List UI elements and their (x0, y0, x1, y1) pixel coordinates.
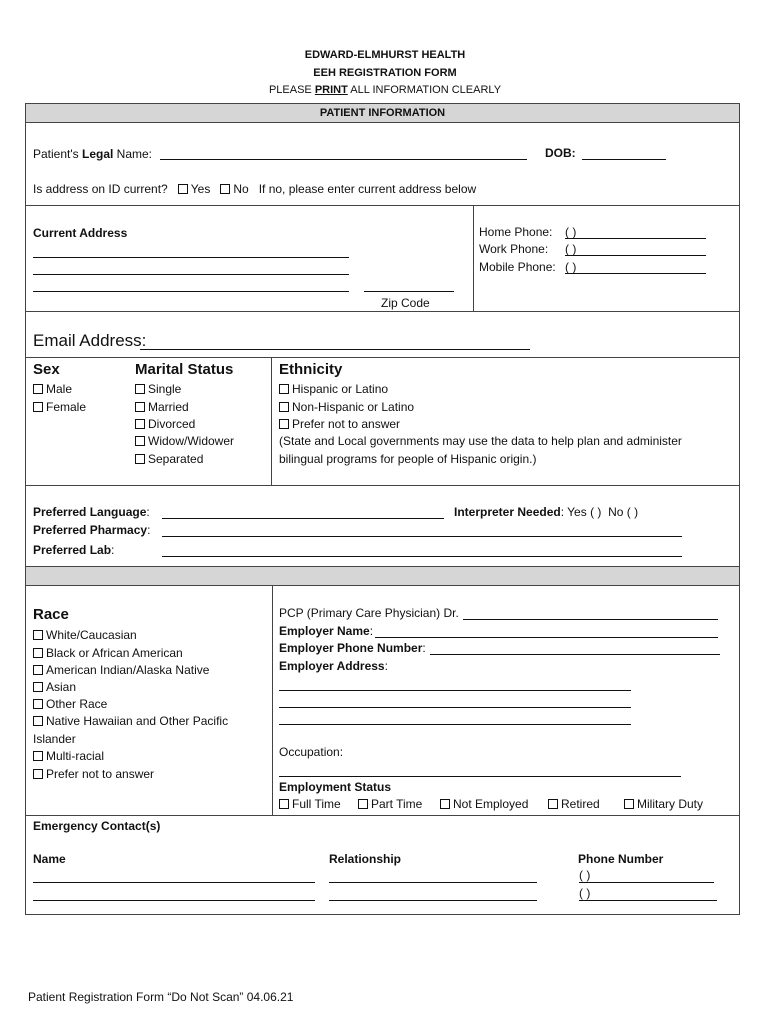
checkbox[interactable] (33, 402, 43, 412)
checkbox[interactable] (33, 630, 43, 640)
form-org-title: EDWARD-ELMHURST HEALTH (304, 49, 466, 61)
pcp-label: PCP (Primary Care Physician) Dr. (279, 606, 459, 620)
patient-info-bar (25, 103, 740, 123)
address-line-3[interactable] (33, 291, 349, 292)
emergency-name-line-2[interactable] (33, 900, 315, 901)
race-option[interactable]: American Indian/Alaska Native (33, 663, 209, 678)
checkbox[interactable] (135, 454, 145, 464)
emergency-phone-area-2[interactable]: ( ) (579, 886, 591, 900)
emergency-phone-line-1[interactable] (579, 882, 714, 883)
checkbox[interactable] (440, 799, 450, 809)
race-option[interactable]: Black or African American (33, 646, 183, 661)
divider (25, 357, 740, 358)
checkbox[interactable] (135, 384, 145, 394)
employer-name-line[interactable] (375, 637, 718, 638)
race-option[interactable]: Native Hawaiian and Other Pacific (33, 714, 228, 729)
marital-option[interactable]: Widow/Widower (135, 434, 234, 449)
checkbox[interactable] (279, 384, 289, 394)
checkbox[interactable] (33, 648, 43, 658)
checkbox[interactable] (548, 799, 558, 809)
ethnicity-note: bilingual programs for people of Hispanic origin.) (279, 452, 537, 466)
address-current-question: Is address on ID current? Yes No If no, please enter current address below (33, 182, 477, 196)
race-option[interactable]: Other Race (33, 697, 107, 712)
dob-line[interactable] (582, 159, 666, 160)
current-address-label: Current Address (33, 226, 128, 240)
sex-option-male[interactable]: Male (33, 382, 72, 397)
emergency-name-line-1[interactable] (33, 882, 315, 883)
marital-option[interactable]: Divorced (135, 417, 195, 432)
address-line-1[interactable] (33, 257, 349, 258)
employment-status-option[interactable]: Not Employed (440, 797, 528, 812)
checkbox[interactable] (135, 419, 145, 429)
mobile-phone-label: Mobile Phone: (479, 260, 556, 274)
employment-status-option[interactable]: Full Time (279, 797, 341, 812)
employer-address-label: Employer Address: (279, 659, 388, 673)
checkbox[interactable] (279, 402, 289, 412)
checkbox[interactable] (33, 699, 43, 709)
checkbox[interactable] (33, 716, 43, 726)
patient-info-title: PATIENT INFORMATION (319, 107, 446, 119)
email-line[interactable] (140, 349, 530, 350)
home-phone-line[interactable] (565, 238, 706, 239)
address-line-2[interactable] (33, 274, 349, 275)
checkbox[interactable] (279, 799, 289, 809)
divider (25, 485, 740, 486)
employment-status-option[interactable]: Military Duty (624, 797, 703, 812)
race-option[interactable]: White/Caucasian (33, 628, 137, 643)
address-no-checkbox[interactable] (220, 184, 230, 194)
work-phone-line[interactable] (565, 255, 706, 256)
employer-address-line[interactable] (279, 707, 631, 708)
employer-phone-label: Employer Phone Number: (279, 641, 426, 655)
interpreter-needed: Interpreter Needed: Yes ( ) No ( ) (454, 505, 639, 519)
emergency-relationship-header: Relationship (329, 852, 402, 866)
occupation-line[interactable] (279, 776, 681, 777)
checkbox[interactable] (33, 751, 43, 761)
marital-title: Marital Status (135, 361, 234, 378)
checkbox[interactable] (33, 682, 43, 692)
checkbox[interactable] (279, 419, 289, 429)
mobile-phone-line[interactable] (565, 273, 706, 274)
employment-status-option[interactable]: Part Time (358, 797, 422, 812)
preferred-pharmacy-label: Preferred Pharmacy: (33, 523, 151, 537)
zip-line[interactable] (364, 291, 454, 292)
divider (272, 586, 273, 815)
preferred-lab-line[interactable] (162, 556, 682, 557)
emergency-relationship-line-1[interactable] (329, 882, 537, 883)
checkbox[interactable] (135, 402, 145, 412)
divider (473, 205, 474, 311)
employer-address-line[interactable] (279, 690, 631, 691)
preferred-pharmacy-line[interactable] (162, 536, 682, 537)
marital-option[interactable]: Single (135, 382, 181, 397)
divider (271, 357, 272, 485)
ethnicity-title: Ethnicity (279, 361, 343, 378)
emergency-phone-header: Phone Number (578, 852, 664, 866)
occupation-label: Occupation: (279, 745, 344, 759)
checkbox[interactable] (135, 436, 145, 446)
sex-option-female[interactable]: Female (33, 400, 86, 415)
employer-address-line[interactable] (279, 724, 631, 725)
ethnicity-option[interactable]: Non-Hispanic or Latino (279, 400, 414, 415)
work-phone-area[interactable]: ( ) (565, 242, 577, 256)
address-yes-checkbox[interactable] (178, 184, 188, 194)
divider (25, 311, 740, 312)
sex-title: Sex (33, 361, 60, 378)
divider (25, 815, 740, 816)
zip-label: Zip Code (381, 296, 430, 310)
pcp-line[interactable] (463, 619, 718, 620)
employment-status-title: Employment Status (279, 780, 392, 794)
checkbox[interactable] (358, 799, 368, 809)
legal-name-field[interactable]: Patient's Legal Name: (33, 147, 153, 161)
preferred-language-label: Preferred Language: (33, 505, 150, 519)
race-title: Race (33, 606, 69, 623)
mobile-phone-area[interactable]: ( ) (565, 260, 577, 274)
legal-name-line[interactable] (160, 159, 527, 160)
email-label: Email Address: (33, 331, 147, 350)
divider (25, 205, 740, 206)
ethnicity-option[interactable]: Hispanic or Latino (279, 382, 388, 397)
marital-option[interactable]: Married (135, 400, 189, 415)
print-instruction: PLEASE PRINT ALL INFORMATION CLEARLY (268, 84, 502, 96)
checkbox[interactable] (33, 769, 43, 779)
home-phone-area[interactable]: ( ) (565, 225, 577, 239)
race-option[interactable]: Multi-racial (33, 749, 104, 764)
home-phone-label: Home Phone: (479, 225, 553, 239)
emergency-phone-area-1[interactable]: ( ) (579, 868, 591, 882)
emergency-phone-line-2[interactable] (579, 900, 717, 901)
section-divider-bar (25, 566, 740, 586)
preferred-lab-label: Preferred Lab: (33, 543, 115, 557)
footer-text: Patient Registration Form “Do Not Scan” 04.06.21 (28, 990, 294, 1004)
emergency-relationship-line-2[interactable] (329, 900, 537, 901)
emergency-name-header: Name (33, 852, 66, 866)
employer-phone-line[interactable] (430, 654, 720, 655)
checkbox[interactable] (33, 384, 43, 394)
ethnicity-note: (State and Local governments may use the data to help plan and administer (279, 434, 682, 448)
work-phone-label: Work Phone: (479, 242, 549, 256)
race-option-continued: Islander (33, 732, 76, 746)
employment-status-option[interactable]: Retired (548, 797, 600, 812)
emergency-contacts-title: Emergency Contact(s) (33, 819, 161, 833)
form-title: EEH REGISTRATION FORM (313, 67, 457, 79)
race-option[interactable]: Prefer not to answer (33, 767, 154, 782)
checkbox[interactable] (624, 799, 634, 809)
employer-name-label: Employer Name: (279, 624, 374, 638)
dob-label: DOB: (545, 146, 576, 160)
marital-option[interactable]: Separated (135, 452, 203, 467)
checkbox[interactable] (33, 665, 43, 675)
preferred-language-line[interactable] (162, 518, 444, 519)
race-option[interactable]: Asian (33, 680, 76, 695)
ethnicity-option[interactable]: Prefer not to answer (279, 417, 400, 432)
